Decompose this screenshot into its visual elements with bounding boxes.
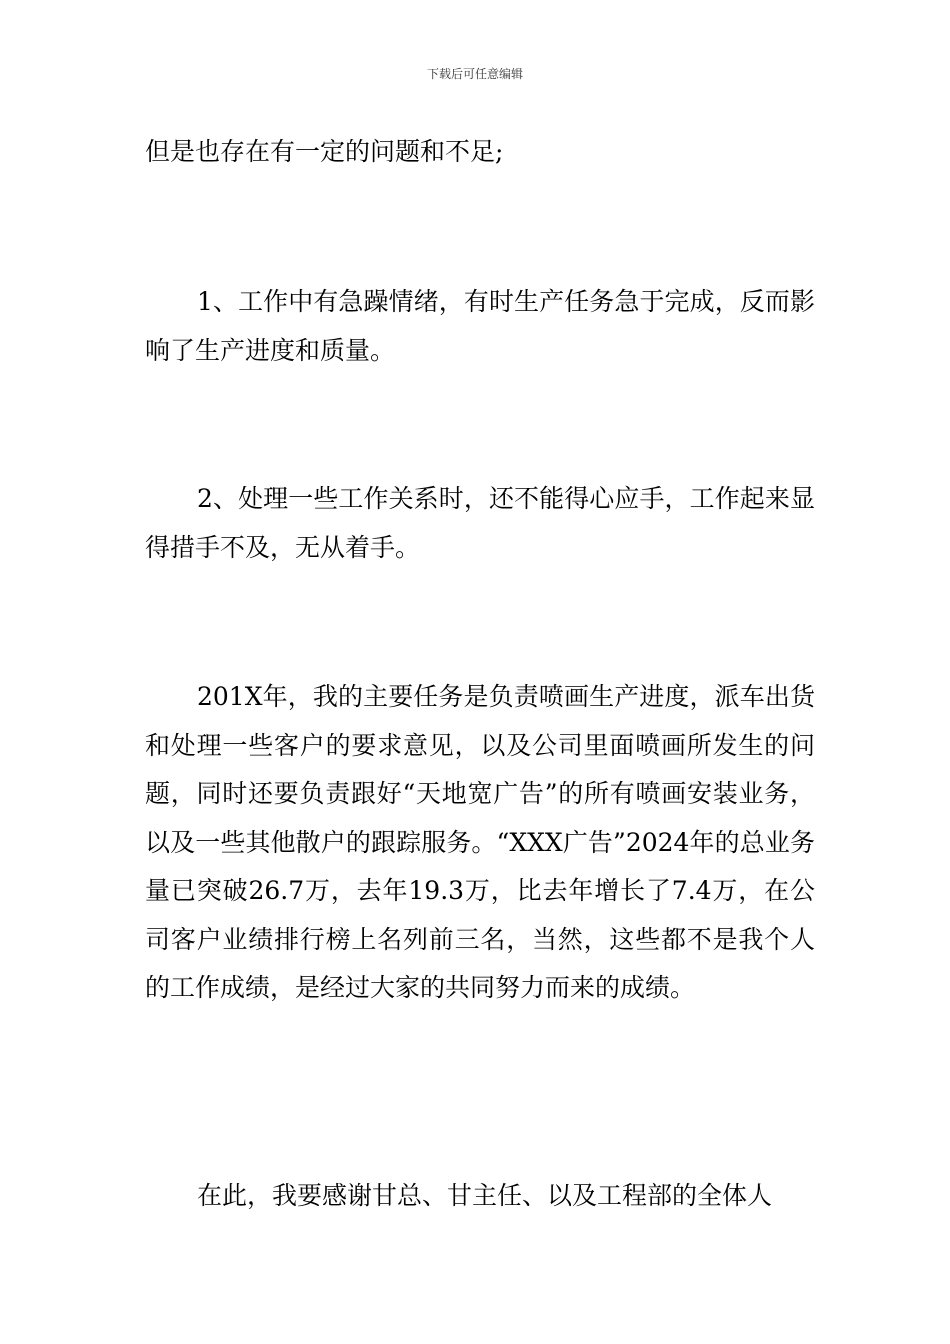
- paragraph-issue-1: 1、工作中有急躁情绪，有时生产任务急于完成，反而影响了生产进度和质量。: [145, 287, 815, 365]
- paragraph-problems-intro: 但是也存在有一定的问题和不足;: [145, 137, 504, 166]
- page-header: 下载后可任意编辑: [426, 67, 523, 81]
- paragraph-annual-summary: 201X年，我的主要任务是负责喷画生产进度，派车出货和处理一些客户的要求意见，以及公司里面喷画所发生的问题，同时还要负责跟好“天地宽广告”的所有喷画安装业务，以及一些其他散户的跟踪服务。“XXX广告”2024年的总业务量已突破26.7万，去年19.3万，比去年增长了7.4万，在公司客户业绩排行榜上名列前三名，当然，这些都不是我个人的工作成绩，是经过大家的共同努力而来的成绩。: [145, 682, 815, 1002]
- paragraph-issue-2: 2、处理一些工作关系时，还不能得心应手，工作起来显得措手不及，无从着手。: [145, 484, 815, 562]
- paragraph-thanks: 在此，我要感谢甘总、甘主任、以及工程部的全体人: [197, 1181, 773, 1210]
